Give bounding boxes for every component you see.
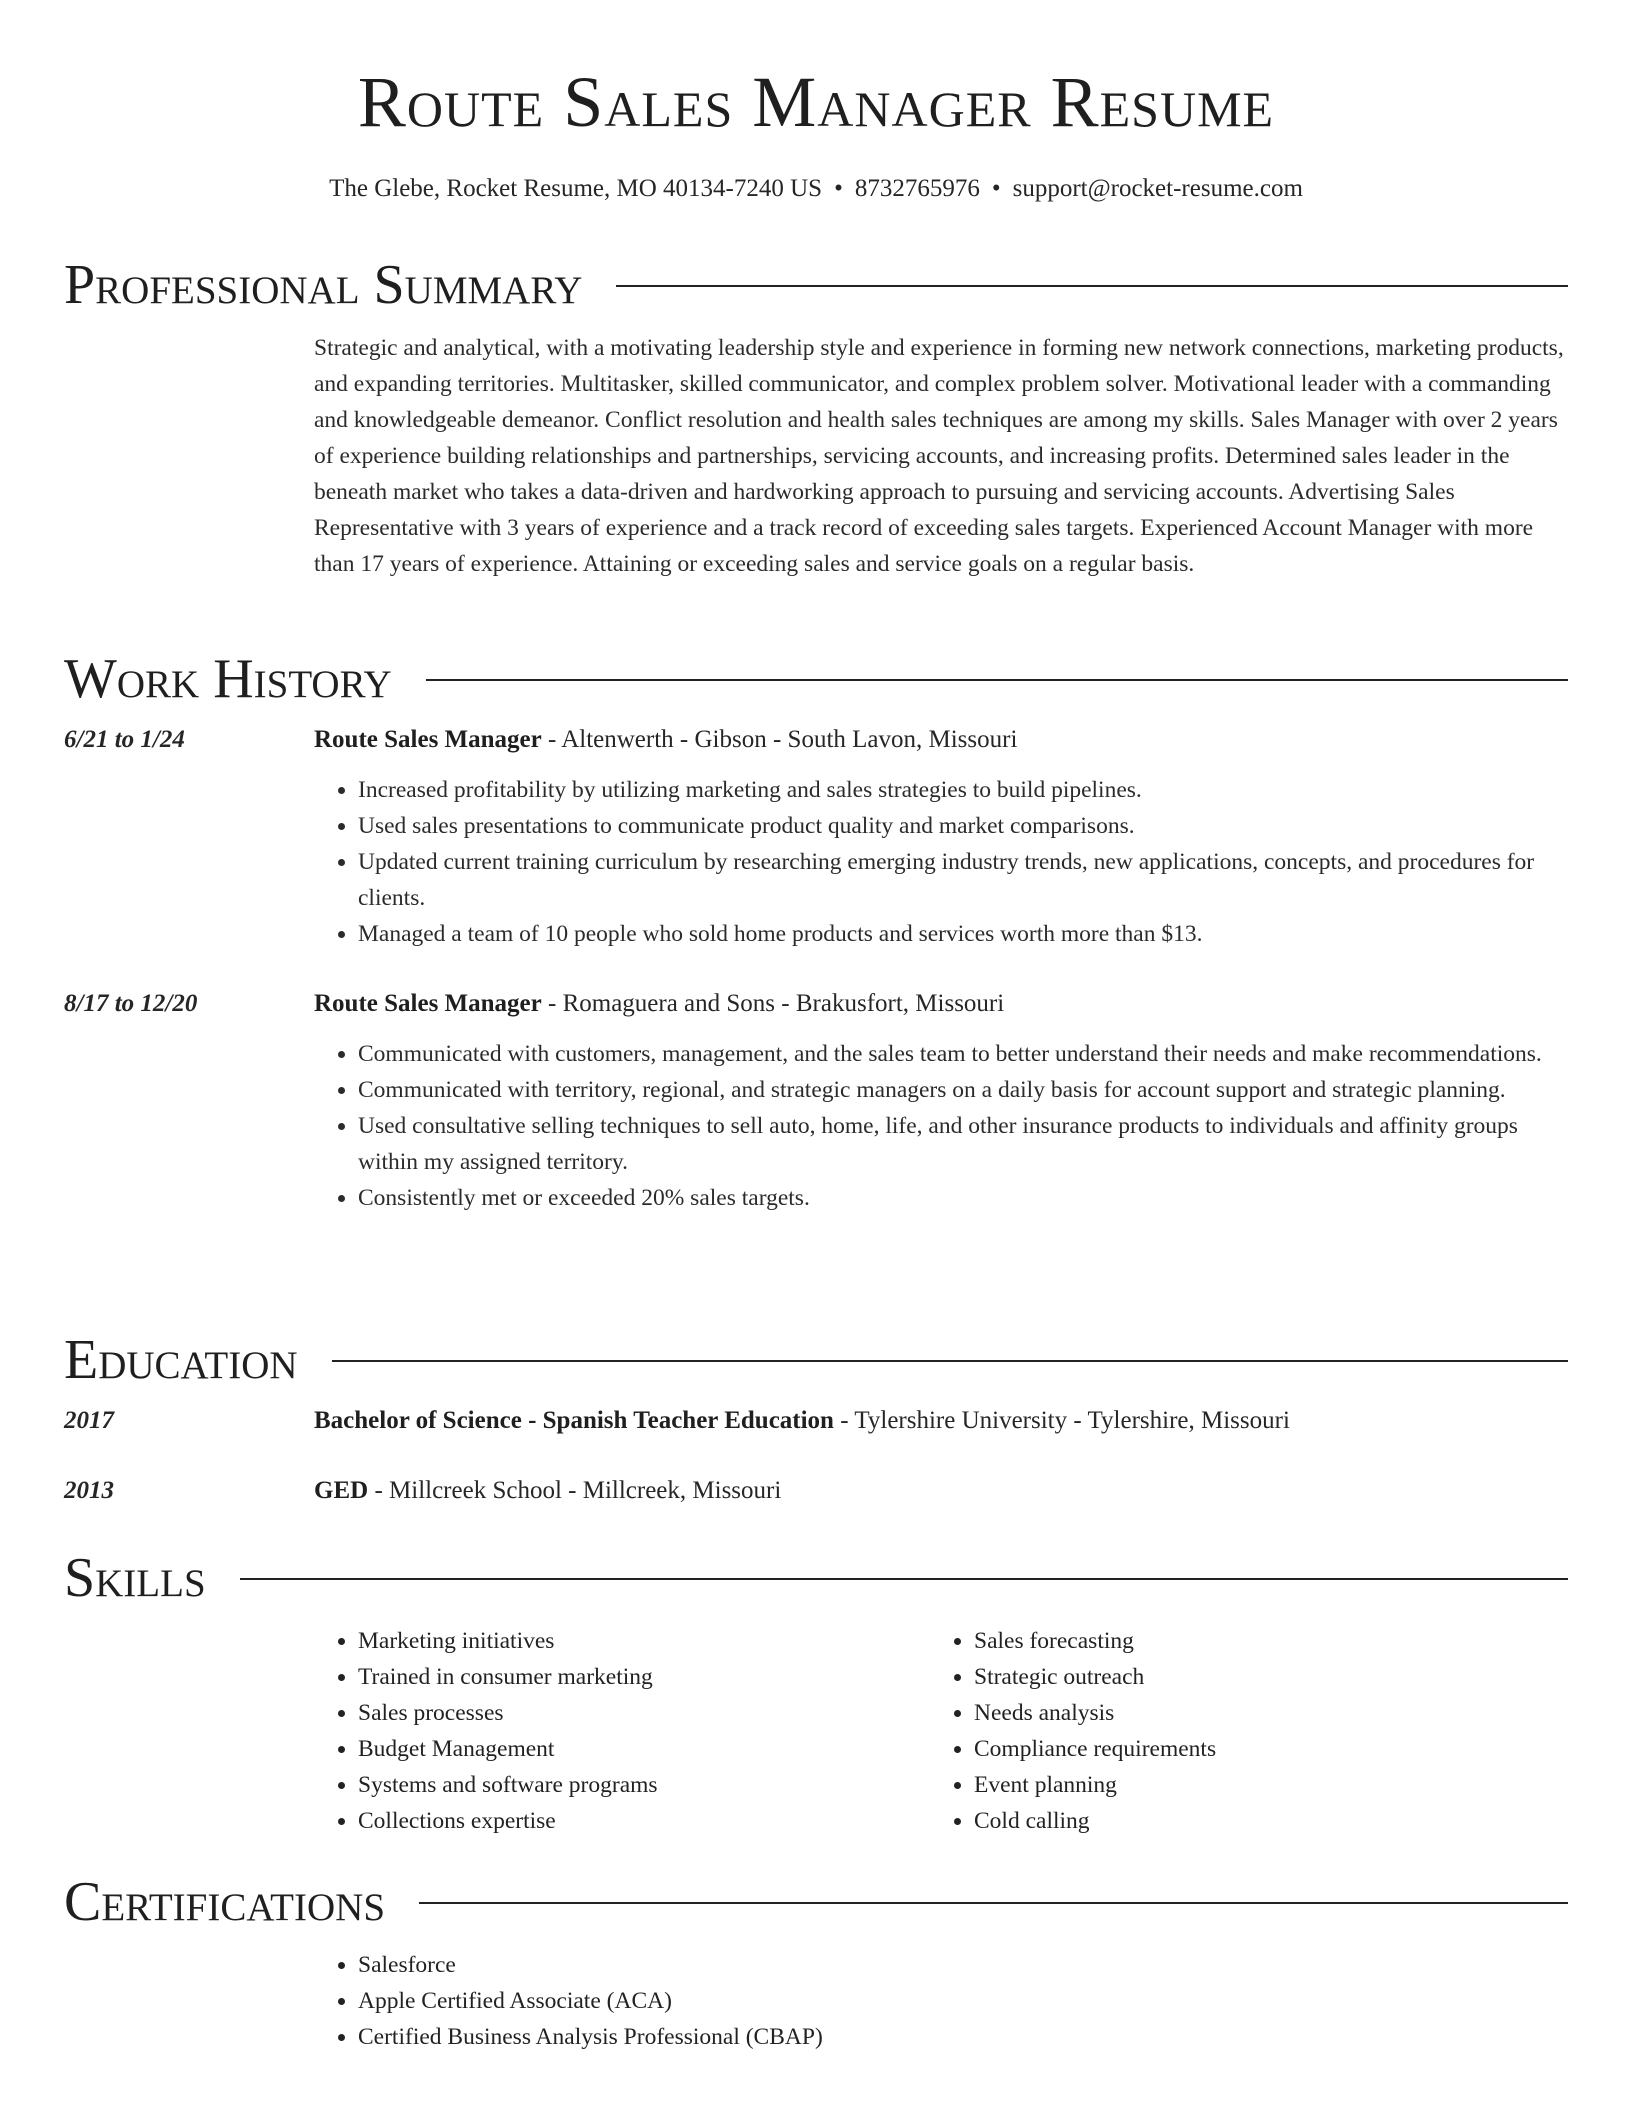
skills-section xyxy=(64,1547,1568,1839)
list-item: • Increased profitability by utilizing marketing and sales strategies to build pipelines. xyxy=(358,772,1568,808)
job-dates: 6/21 to 1/24 xyxy=(64,726,185,753)
section-divider xyxy=(240,1578,1568,1580)
section-title: Professional Summary xyxy=(64,254,583,316)
contact-separator: • xyxy=(834,175,843,202)
education-year: 2013 xyxy=(64,1477,114,1504)
job-bullets xyxy=(314,772,1568,952)
list-item: • Strategic outreach xyxy=(974,1659,1216,1695)
section-header xyxy=(64,1871,1568,1933)
list-item: • Needs analysis xyxy=(974,1695,1216,1731)
job-header xyxy=(64,986,1568,1022)
section-divider xyxy=(332,1360,1568,1362)
education-entry xyxy=(64,1403,1568,1439)
address: The Glebe, Rocket Resume, MO 40134-7240 US xyxy=(329,175,823,202)
section-header xyxy=(64,1329,1568,1391)
contact-separator: • xyxy=(991,175,1001,202)
job-role: Route Sales Manager xyxy=(314,726,542,753)
list-item: • Used sales presentations to communicate product quality and market comparisons. xyxy=(358,808,1568,844)
list-item: • Marketing initiatives xyxy=(358,1623,930,1659)
job-dates: 8/17 to 12/20 xyxy=(64,990,198,1017)
skills-list-left xyxy=(314,1623,930,1839)
section-header xyxy=(64,254,1568,316)
job-header xyxy=(64,722,1568,758)
job-employer: - Romaguera and Sons - Brakusfort, Missouri xyxy=(541,990,1005,1017)
list-item: • Systems and software programs xyxy=(358,1767,930,1803)
work-history-section xyxy=(64,648,1568,1216)
list-item: • Managed a team of 10 people who sold home products and services worth more than $13. xyxy=(358,916,1568,952)
list-item: • Event planning xyxy=(974,1767,1216,1803)
section-header xyxy=(64,1547,1568,1609)
section-title: Skills xyxy=(64,1547,206,1609)
list-item: • Communicated with customers, management, and the sales team to better understand their needs and make recommendations. xyxy=(358,1036,1568,1072)
section-title: Certifications xyxy=(64,1871,386,1933)
list-item: • Apple Certified Associate (ACA) xyxy=(358,1983,930,2019)
education-degree: GED xyxy=(314,1477,369,1504)
email: support@rocket-resume.com xyxy=(1012,175,1303,202)
education-section xyxy=(64,1329,1568,1509)
job-entry xyxy=(64,722,1568,952)
certifications-list xyxy=(314,1947,930,2055)
list-item: • Sales processes xyxy=(358,1695,930,1731)
skills-list-right xyxy=(930,1623,1216,1839)
job-entry xyxy=(64,986,1568,1216)
job-employer: - Altenwerth - Gibson - South Lavon, Missouri xyxy=(541,726,1018,753)
list-item: • Budget Management xyxy=(358,1731,930,1767)
section-divider xyxy=(426,679,1568,681)
skills-columns xyxy=(314,1623,1568,1839)
contact-line xyxy=(0,174,1632,204)
list-item: • Trained in consumer marketing xyxy=(358,1659,930,1695)
education-school: - Tylershire University - Tylershire, Missouri xyxy=(833,1407,1290,1434)
list-item: • Salesforce xyxy=(358,1947,930,1983)
list-item: • Certified Business Analysis Professional (CBAP) xyxy=(358,2019,930,2055)
education-year: 2017 xyxy=(64,1407,114,1434)
section-divider xyxy=(616,285,1568,287)
section-title: Education xyxy=(64,1329,298,1391)
section-title: Work History xyxy=(64,648,392,710)
education-school: - Millcreek School - Millcreek, Missouri xyxy=(368,1477,782,1504)
section-divider xyxy=(419,1902,1568,1904)
list-item: • Sales forecasting xyxy=(974,1623,1216,1659)
certifications-section xyxy=(64,1871,1568,2055)
list-item: • Compliance requirements xyxy=(974,1731,1216,1767)
list-item: • Consistently met or exceeded 20% sales targets. xyxy=(358,1180,1568,1216)
list-item: • Cold calling xyxy=(974,1803,1216,1839)
education-entry xyxy=(64,1473,1568,1509)
list-item: • Collections expertise xyxy=(358,1803,930,1839)
job-role: Route Sales Manager xyxy=(314,990,542,1017)
summary-section xyxy=(64,254,1568,582)
section-header xyxy=(64,648,1568,710)
resume-title: Route Sales Manager Resume xyxy=(357,62,1275,142)
job-bullets xyxy=(314,1036,1568,1216)
list-item: • Communicated with territory, regional, and strategic managers on a daily basis for account support and strategic planning. xyxy=(358,1072,1568,1108)
education-degree: Bachelor of Science - Spanish Teacher Education xyxy=(314,1407,834,1434)
summary-text: Strategic and analytical, with a motivating leadership style and experience in forming new network connections, marketing products, and expanding territories. Multitasker, skilled communicator, and complex problem solver. Motivational leader with a commanding and knowledgeable demeanor. Conflict resolution and health sales techniques are among my skills. Sales Manager with over 2 years of experience building relationships and partnerships, servicing accounts, and increasing profits. Determined sales leader in the beneath market who takes a data-driven and hardworking approach to pursuing and servicing accounts. Advertising Sales Representative with 3 years of experience and a track record of exceeding sales targets. Experienced Account Manager with more than 17 years of experience. Attaining or exceeding sales and service goals on a regular basis. xyxy=(314,335,1564,577)
list-item: • Updated current training curriculum by researching emerging industry trends, new applications, concepts, and procedures for clients. xyxy=(358,844,1568,916)
phone: 8732765976 xyxy=(854,175,980,202)
list-item: • Used consultative selling techniques to sell auto, home, life, and other insurance products to individuals and affinity groups within my assigned territory. xyxy=(358,1108,1568,1180)
certifications-list-wrap xyxy=(314,1947,1568,2055)
